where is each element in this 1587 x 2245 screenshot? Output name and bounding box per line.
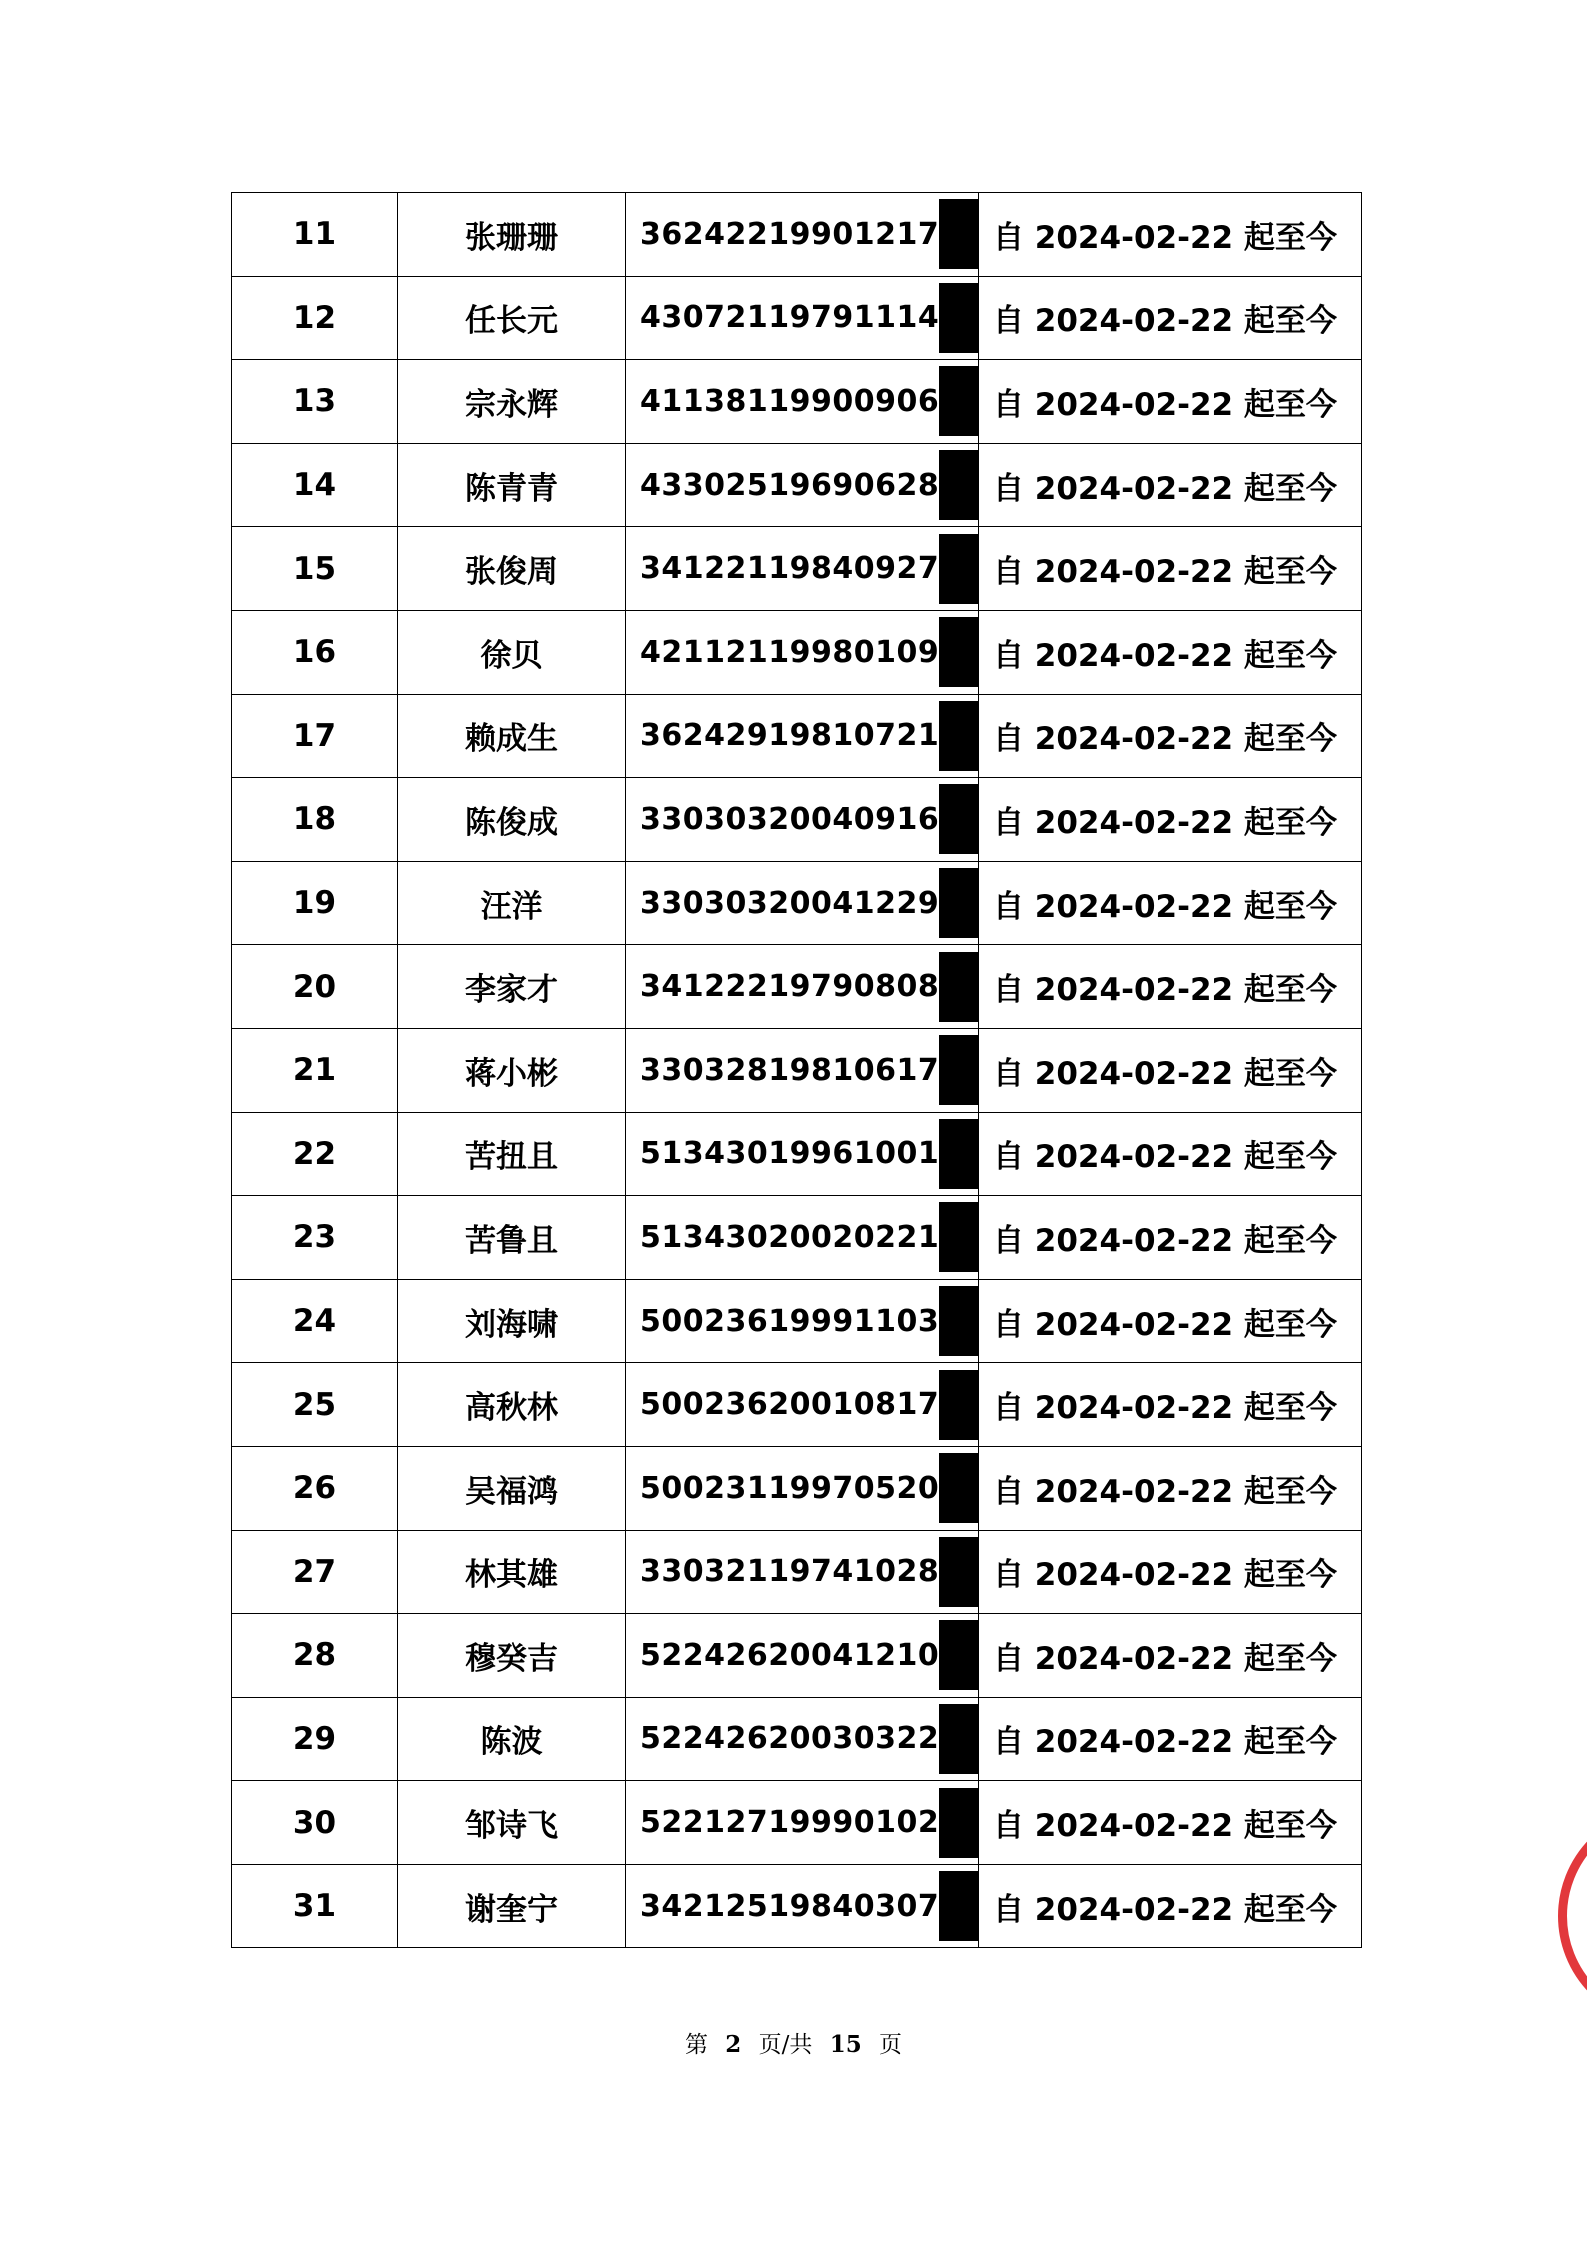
row-number-cell: 13 — [232, 360, 398, 444]
id-number-wrapper — [626, 1531, 978, 1614]
id-number-visible-digits: 34212519840307 — [640, 1888, 940, 1924]
period-text: 自 2024-02-22 起至今 — [993, 804, 1337, 841]
table-row — [232, 276, 1362, 360]
period-text: 自 2024-02-22 起至今 — [993, 219, 1337, 256]
redaction-block — [939, 701, 978, 771]
row-number-cell: 29 — [232, 1697, 398, 1781]
page-label-middle: 页/共 — [758, 2032, 813, 2058]
redaction-block — [939, 1370, 978, 1440]
period-text: 自 2024-02-22 起至今 — [993, 972, 1337, 1009]
redaction-block — [939, 1871, 978, 1941]
row-number-cell: 24 — [232, 1279, 398, 1363]
period-text: 自 2024-02-22 起至今 — [993, 1390, 1337, 1427]
id-number-cell — [626, 1279, 979, 1363]
id-number-cell — [626, 1112, 979, 1196]
id-number-visible-digits: 42112119980109 — [640, 634, 940, 670]
id-number-wrapper — [626, 611, 978, 694]
period-cell — [979, 276, 1362, 360]
period-cell — [979, 1279, 1362, 1363]
id-number-cell — [626, 861, 979, 945]
records-table — [231, 192, 1362, 1948]
row-number-cell: 31 — [232, 1864, 398, 1948]
id-number-visible-digits: 36242219901217 — [640, 216, 940, 252]
person-name-cell: 高秋林 — [398, 1363, 626, 1447]
id-number-cell — [626, 1196, 979, 1280]
period-cell — [979, 1530, 1362, 1614]
id-number-wrapper — [626, 527, 978, 610]
period-text: 自 2024-02-22 起至今 — [993, 554, 1337, 591]
person-name-cell: 刘海啸 — [398, 1279, 626, 1363]
id-number-cell — [626, 778, 979, 862]
row-number-cell: 30 — [232, 1781, 398, 1865]
redaction-block — [939, 1286, 978, 1356]
period-cell — [979, 1028, 1362, 1112]
period-cell — [979, 1697, 1362, 1781]
redaction-block — [939, 868, 978, 938]
page-label-prefix: 第 — [684, 2032, 708, 2058]
period-cell — [979, 610, 1362, 694]
id-number-wrapper — [626, 277, 978, 360]
period-text: 自 2024-02-22 起至今 — [993, 888, 1337, 925]
person-name-cell: 陈青青 — [398, 443, 626, 527]
person-name-cell: 赖成生 — [398, 694, 626, 778]
table-row — [232, 1112, 1362, 1196]
period-cell — [979, 861, 1362, 945]
period-text: 自 2024-02-22 起至今 — [993, 1891, 1337, 1928]
period-cell — [979, 193, 1362, 277]
id-number-wrapper — [626, 1781, 978, 1864]
row-number-cell: 17 — [232, 694, 398, 778]
period-text: 自 2024-02-22 起至今 — [993, 303, 1337, 340]
id-number-visible-digits: 43072119791114 — [640, 300, 940, 336]
id-number-cell — [626, 360, 979, 444]
id-number-wrapper — [626, 193, 978, 276]
id-number-wrapper — [626, 1196, 978, 1279]
table-row — [232, 443, 1362, 527]
id-number-visible-digits: 33030320040916 — [640, 801, 940, 837]
redaction-block — [939, 450, 978, 520]
row-number-cell: 23 — [232, 1196, 398, 1280]
id-number-cell — [626, 527, 979, 611]
id-number-visible-digits: 34122119840927 — [640, 551, 940, 587]
redaction-block — [939, 199, 978, 269]
id-number-visible-digits: 51343020020221 — [640, 1219, 940, 1255]
id-number-visible-digits: 50023620010817 — [640, 1387, 940, 1423]
period-text: 自 2024-02-22 起至今 — [993, 1808, 1337, 1845]
period-text: 自 2024-02-22 起至今 — [993, 1724, 1337, 1761]
row-number-cell: 15 — [232, 527, 398, 611]
period-text: 自 2024-02-22 起至今 — [993, 1306, 1337, 1343]
redaction-block — [939, 534, 978, 604]
redaction-block — [939, 784, 978, 854]
period-cell — [979, 1864, 1362, 1948]
id-number-wrapper — [626, 1029, 978, 1112]
table-row — [232, 360, 1362, 444]
redaction-block — [939, 1035, 978, 1105]
id-number-wrapper — [626, 1865, 978, 1948]
person-name-cell: 张俊周 — [398, 527, 626, 611]
id-number-cell — [626, 193, 979, 277]
id-number-visible-digits: 33032819810617 — [640, 1052, 940, 1088]
period-cell — [979, 527, 1362, 611]
period-text: 自 2024-02-22 起至今 — [993, 1222, 1337, 1259]
id-number-visible-digits: 34122219790808 — [640, 969, 940, 1005]
row-number-cell: 14 — [232, 443, 398, 527]
redaction-block — [939, 283, 978, 353]
page-label-suffix: 页 — [879, 2032, 903, 2058]
id-number-visible-digits: 52212719990102 — [640, 1805, 940, 1841]
id-number-visible-digits: 33030320041229 — [640, 885, 940, 921]
id-number-cell — [626, 694, 979, 778]
period-cell — [979, 1446, 1362, 1530]
id-number-cell — [626, 1446, 979, 1530]
period-cell — [979, 443, 1362, 527]
redaction-block — [939, 1704, 978, 1774]
id-number-visible-digits: 43302519690628 — [640, 467, 940, 503]
id-number-visible-digits: 51343019961001 — [640, 1136, 940, 1172]
table-row — [232, 778, 1362, 862]
redaction-block — [939, 617, 978, 687]
person-name-cell: 吴福鸿 — [398, 1446, 626, 1530]
id-number-cell — [626, 276, 979, 360]
id-number-wrapper — [626, 1614, 978, 1697]
person-name-cell: 徐贝 — [398, 610, 626, 694]
table-row — [232, 193, 1362, 277]
id-number-wrapper — [626, 862, 978, 945]
row-number-cell: 19 — [232, 861, 398, 945]
person-name-cell: 邹诗飞 — [398, 1781, 626, 1865]
period-text: 自 2024-02-22 起至今 — [993, 1055, 1337, 1092]
id-number-cell — [626, 1697, 979, 1781]
row-number-cell: 27 — [232, 1530, 398, 1614]
table-row — [232, 945, 1362, 1029]
records-table-body — [232, 193, 1362, 1948]
row-number-cell: 12 — [232, 276, 398, 360]
id-number-cell — [626, 443, 979, 527]
redaction-block — [939, 366, 978, 436]
redaction-block — [939, 1202, 978, 1272]
redaction-block — [939, 1453, 978, 1523]
person-name-cell: 谢奎宁 — [398, 1864, 626, 1948]
person-name-cell: 苦鲁且 — [398, 1196, 626, 1280]
id-number-wrapper — [626, 1113, 978, 1196]
id-number-wrapper — [626, 360, 978, 443]
table-row — [232, 1446, 1362, 1530]
id-number-cell — [626, 610, 979, 694]
table-row — [232, 1864, 1362, 1948]
period-text: 自 2024-02-22 起至今 — [993, 1557, 1337, 1594]
id-number-wrapper — [626, 695, 978, 778]
period-text: 自 2024-02-22 起至今 — [993, 1640, 1337, 1677]
table-row — [232, 527, 1362, 611]
table-row — [232, 610, 1362, 694]
id-number-cell — [626, 1530, 979, 1614]
id-number-wrapper — [626, 778, 978, 861]
page-footer — [0, 2026, 1587, 2059]
period-cell — [979, 694, 1362, 778]
period-text: 自 2024-02-22 起至今 — [993, 470, 1337, 507]
row-number-cell: 28 — [232, 1614, 398, 1698]
row-number-cell: 26 — [232, 1446, 398, 1530]
table-row — [232, 1363, 1362, 1447]
current-page-number: 2 — [725, 2031, 742, 2058]
redaction-block — [939, 1788, 978, 1858]
id-number-cell — [626, 1781, 979, 1865]
row-number-cell: 21 — [232, 1028, 398, 1112]
id-number-visible-digits: 36242919810721 — [640, 718, 940, 754]
person-name-cell: 李家才 — [398, 945, 626, 1029]
period-cell — [979, 1112, 1362, 1196]
person-name-cell: 穆癸吉 — [398, 1614, 626, 1698]
id-number-wrapper — [626, 1698, 978, 1781]
total-pages-number: 15 — [829, 2031, 862, 2058]
row-number-cell: 11 — [232, 193, 398, 277]
id-number-cell — [626, 1614, 979, 1698]
table-row — [232, 1697, 1362, 1781]
redaction-block — [939, 1537, 978, 1607]
id-number-visible-digits: 33032119741028 — [640, 1554, 940, 1590]
person-name-cell: 宗永辉 — [398, 360, 626, 444]
id-number-cell — [626, 1864, 979, 1948]
official-seal-stamp — [1558, 1806, 1587, 2026]
period-cell — [979, 360, 1362, 444]
person-name-cell: 苦扭且 — [398, 1112, 626, 1196]
person-name-cell: 张珊珊 — [398, 193, 626, 277]
period-text: 自 2024-02-22 起至今 — [993, 721, 1337, 758]
period-cell — [979, 1196, 1362, 1280]
id-number-wrapper — [626, 945, 978, 1028]
person-name-cell: 汪洋 — [398, 861, 626, 945]
row-number-cell: 25 — [232, 1363, 398, 1447]
table-row — [232, 1530, 1362, 1614]
period-cell — [979, 778, 1362, 862]
row-number-cell: 20 — [232, 945, 398, 1029]
table-row — [232, 861, 1362, 945]
id-number-cell — [626, 1363, 979, 1447]
period-text: 自 2024-02-22 起至今 — [993, 1473, 1337, 1510]
period-cell — [979, 945, 1362, 1029]
id-number-cell — [626, 945, 979, 1029]
id-number-visible-digits: 41138119900906 — [640, 383, 940, 419]
period-cell — [979, 1781, 1362, 1865]
row-number-cell: 18 — [232, 778, 398, 862]
redaction-block — [939, 952, 978, 1022]
table-row — [232, 1614, 1362, 1698]
table-row — [232, 1279, 1362, 1363]
id-number-visible-digits: 50023119970520 — [640, 1470, 940, 1506]
id-number-wrapper — [626, 1363, 978, 1446]
person-name-cell: 陈波 — [398, 1697, 626, 1781]
row-number-cell: 16 — [232, 610, 398, 694]
id-number-visible-digits: 52242620041210 — [640, 1637, 940, 1673]
id-number-cell — [626, 1028, 979, 1112]
id-number-visible-digits: 50023619991103 — [640, 1303, 940, 1339]
id-number-wrapper — [626, 1280, 978, 1363]
period-cell — [979, 1614, 1362, 1698]
person-name-cell: 任长元 — [398, 276, 626, 360]
period-cell — [979, 1363, 1362, 1447]
row-number-cell: 22 — [232, 1112, 398, 1196]
person-name-cell: 林其雄 — [398, 1530, 626, 1614]
table-row — [232, 1781, 1362, 1865]
id-number-visible-digits: 52242620030322 — [640, 1721, 940, 1757]
person-name-cell: 蒋小彬 — [398, 1028, 626, 1112]
period-text: 自 2024-02-22 起至今 — [993, 637, 1337, 674]
period-text: 自 2024-02-22 起至今 — [993, 1139, 1337, 1176]
id-number-wrapper — [626, 444, 978, 527]
table-row — [232, 694, 1362, 778]
redaction-block — [939, 1119, 978, 1189]
table-row — [232, 1196, 1362, 1280]
person-name-cell: 陈俊成 — [398, 778, 626, 862]
id-number-wrapper — [626, 1447, 978, 1530]
period-text: 自 2024-02-22 起至今 — [993, 386, 1337, 423]
redaction-block — [939, 1620, 978, 1690]
table-row — [232, 1028, 1362, 1112]
